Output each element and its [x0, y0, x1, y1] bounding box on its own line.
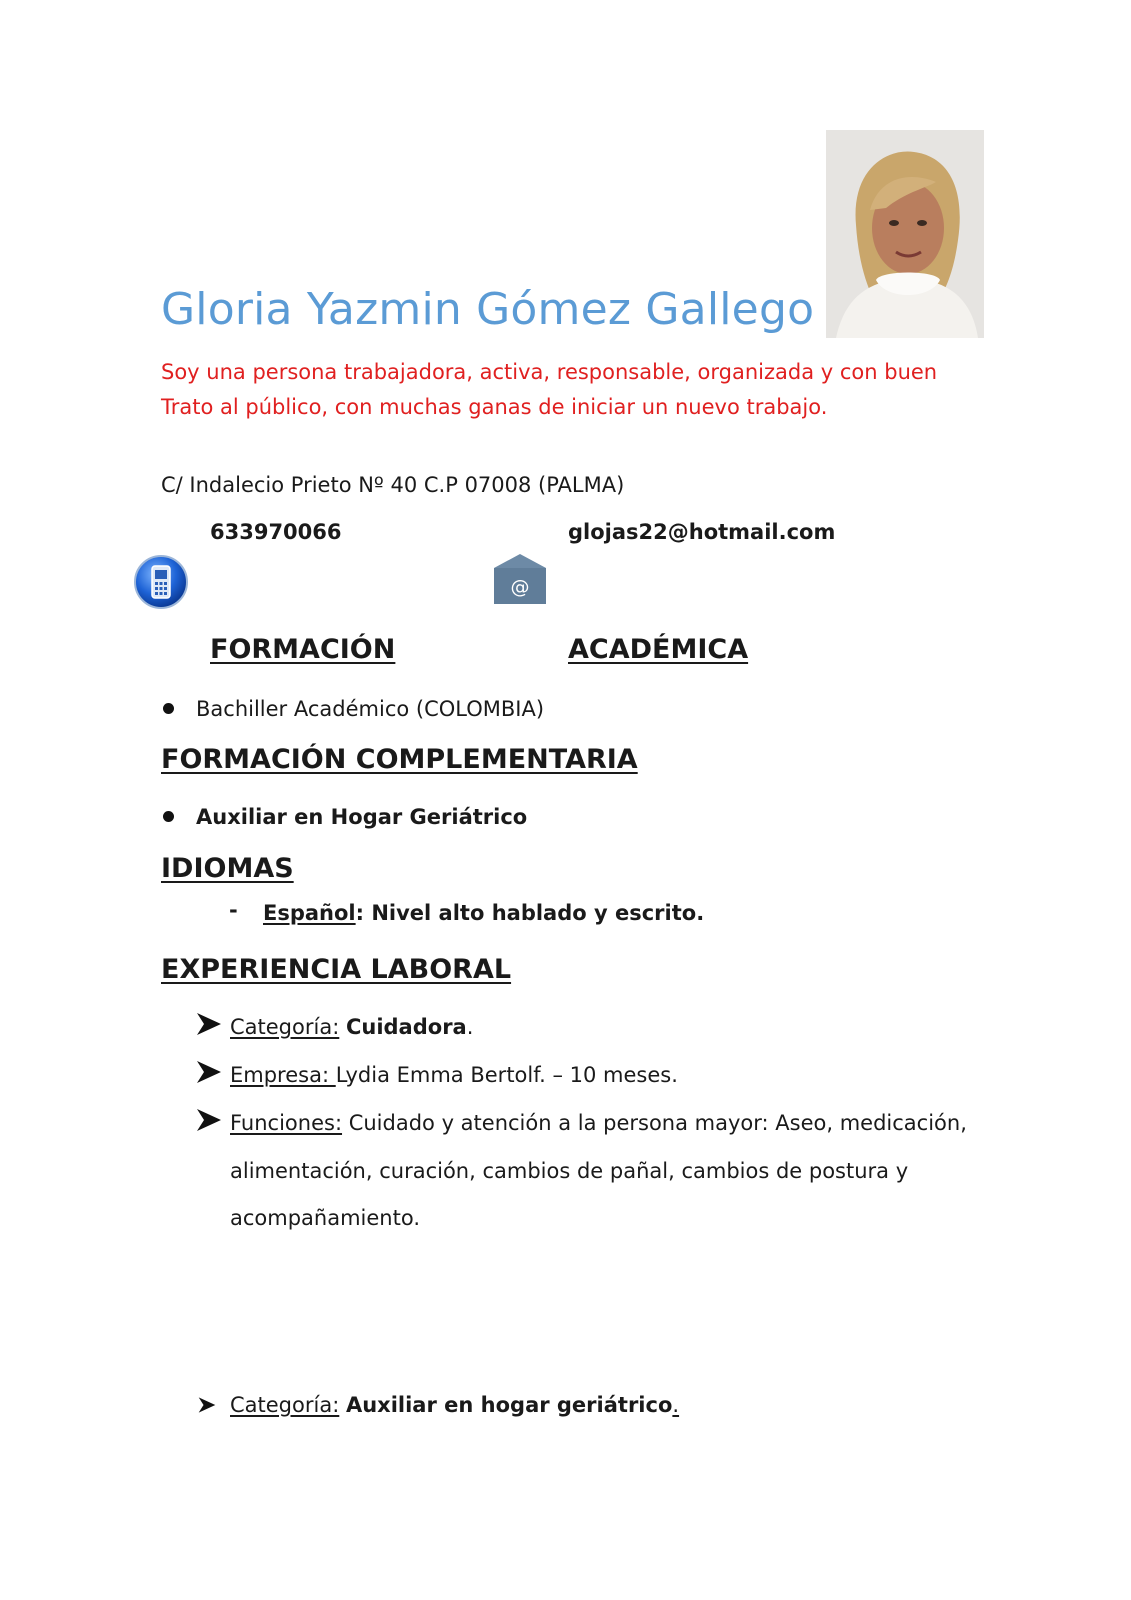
phone-number: 633970066: [210, 520, 342, 544]
heading-academica: ACADÉMICA: [568, 634, 749, 665]
candidate-name: Gloria Yazmin Gómez Gallego: [161, 284, 815, 335]
email-address: glojas22@hotmail.com: [568, 520, 836, 544]
funciones-line-2: alimentación, curación, cambios de pañal, cambios de postura y: [230, 1159, 909, 1183]
exp-categoria: [230, 1015, 473, 1039]
arrow-bullet-icon: [196, 1108, 222, 1136]
language-name: Español: [263, 901, 356, 925]
arrow-bullet-icon: [196, 1060, 222, 1088]
complementaria-item: Auxiliar en Hogar Geriátrico: [196, 805, 528, 829]
language-level: : Nivel alto hablado y escrito.: [355, 901, 705, 925]
address: C/ Indalecio Prieto Nº 40 C.P 07008 (PALMA): [161, 473, 625, 497]
idiomas-item: [263, 901, 704, 925]
summary-line-2: Trato al público, con muchas ganas de iniciar un nuevo trabajo.: [161, 395, 828, 419]
empresa-label: Empresa:: [230, 1063, 336, 1087]
formacion-item: Bachiller Académico (COLOMBIA): [196, 697, 545, 721]
exp-funciones: [230, 1111, 967, 1135]
bullet-dot: [163, 811, 174, 822]
heading-experiencia: EXPERIENCIA LABORAL: [161, 954, 512, 985]
funciones-line-1: Cuidado y atención a la persona mayor: Aseo, medicación,: [342, 1111, 967, 1135]
phone-icon: [133, 554, 189, 614]
funciones-line-3: acompañamiento.: [230, 1206, 421, 1230]
summary-line-1: Soy una persona trabajadora, activa, responsable, organizada y con buen: [161, 360, 938, 384]
funciones-label: Funciones:: [230, 1111, 343, 1135]
arrow-bullet-icon: [196, 1012, 222, 1040]
email-icon: [494, 554, 546, 604]
categoria-label: Categoría:: [230, 1015, 340, 1039]
categoria-period: .: [466, 1015, 474, 1039]
categoria-value: Cuidadora: [345, 1015, 467, 1039]
arrow-bullet-icon: [198, 1396, 216, 1418]
exp-categoria-2: [230, 1393, 679, 1417]
bullet-dot: [163, 703, 174, 714]
idiomas-dash: -: [229, 898, 238, 922]
exp-empresa: [230, 1063, 678, 1087]
categoria2-label: Categoría:: [230, 1393, 340, 1417]
heading-formacion: FORMACIÓN: [210, 634, 396, 665]
categoria2-period: .: [672, 1393, 680, 1417]
email-icon-glyph: @: [510, 576, 530, 598]
heading-complementaria: FORMACIÓN COMPLEMENTARIA: [161, 744, 638, 775]
empresa-value: Lydia Emma Bertolf. – 10 meses.: [335, 1063, 678, 1087]
profile-photo: [826, 130, 984, 338]
categoria2-value: Auxiliar en hogar geriátrico: [345, 1393, 673, 1417]
heading-idiomas: IDIOMAS: [161, 853, 294, 884]
